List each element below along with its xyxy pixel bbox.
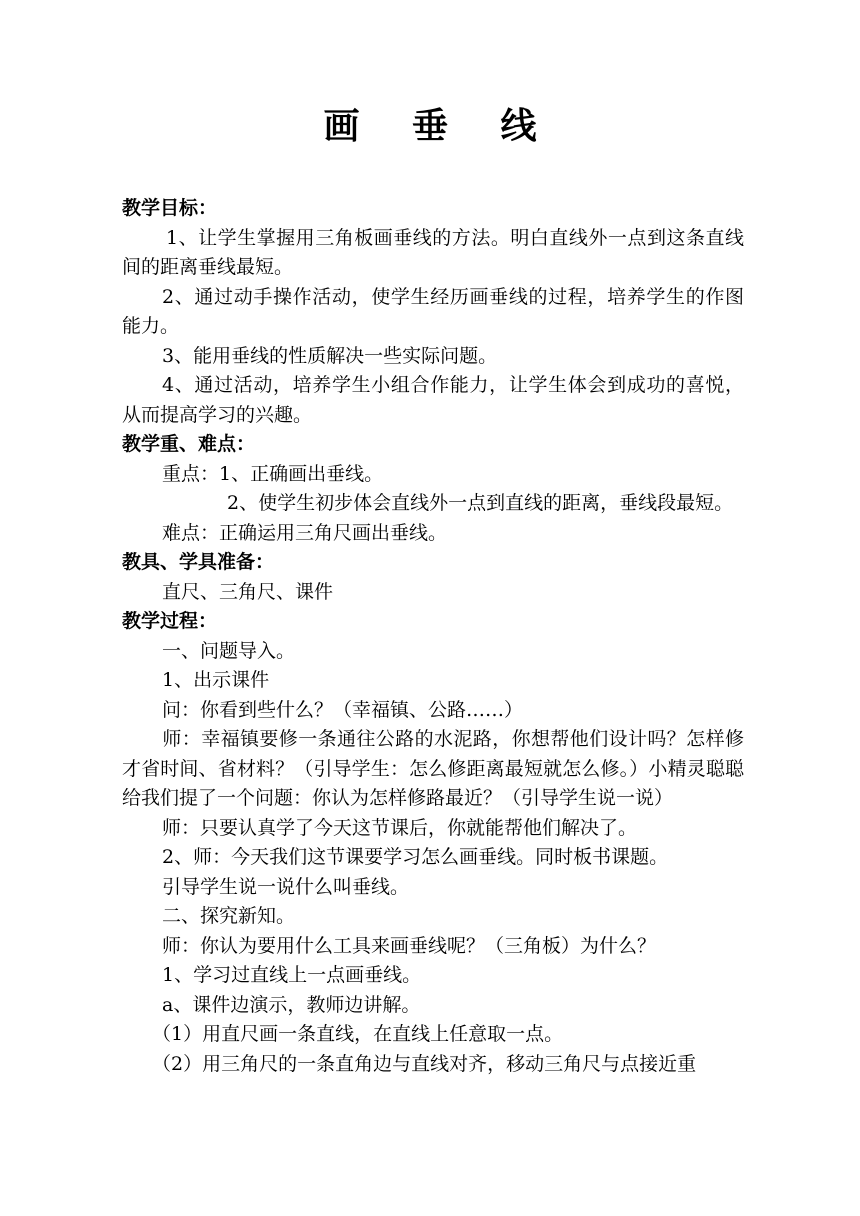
process-line-3: 问：你看到些什么？（幸福镇、公路……）: [162, 698, 524, 721]
objective-item-3: 3、能用垂线的性质解决一些实际问题。: [162, 344, 498, 367]
process-line-6: 2、师：今天我们这节课要学习怎么画垂线。同时板书课题。: [162, 846, 669, 868]
process-line-1: 一、问题导入。: [162, 639, 296, 662]
process-line-12: （1）用直尺画一条直线，在直线上任意取一点。: [152, 1023, 564, 1045]
process-line-8: 二、探究新知。: [162, 905, 296, 927]
process-line-4: 师：幸福镇要修一条通往公路的水泥路，你想帮他们设计吗？怎样修才省时间、省材料？（引导学生：怎么修距离最短就怎么修。）小精灵聪聪给我们提了一个问题：你认为怎样修路最近？（引导学生说一说）: [122, 728, 744, 809]
key-point-focus-2: 2、使学生初步体会直线外一点到直线的距离，垂线段最短。: [227, 492, 734, 514]
process-line-7: 引导学生说一说什么叫垂线。: [162, 875, 410, 898]
tools-heading: 教具、学具准备：: [122, 551, 275, 573]
process-line-9: 师：你认为要用什么工具来画垂线呢？（三角板）为什么？: [162, 934, 657, 957]
objectives-heading: 教学目标：: [122, 197, 218, 219]
process-heading: 教学过程：: [122, 610, 218, 632]
objective-item-1: 1、让学生掌握用三角板画垂线的方法。明白直线外一点到这条直线间的距离垂线最短。: [122, 226, 744, 278]
process-line-10: 1、学习过直线上一点画垂线。: [162, 964, 422, 986]
tools-list: 直尺、三角尺、课件: [162, 580, 334, 603]
objective-item-4: 4、通过活动，培养学生小组合作能力，让学生体会到成功的喜悦，从而提高学习的兴趣。: [122, 374, 744, 426]
process-line-2: 1、出示课件: [162, 669, 270, 691]
objective-item-2: 2、通过动手操作活动，使学生经历画垂线的过程，培养学生的作图能力。: [122, 285, 744, 337]
process-line-5: 师：只要认真学了今天这节课后，你就能帮他们解决了。: [162, 816, 638, 839]
process-line-11: a、课件边演示，教师边讲解。: [162, 993, 421, 1016]
process-line-13: （2）用三角尺的一条直角边与直线对齐，移动三角尺与点接近重: [152, 1052, 697, 1075]
key-points-heading: 教学重、难点：: [122, 433, 256, 455]
page-title: 画 垂 线: [323, 105, 557, 147]
document-body: [122, 194, 744, 1079]
key-point-difficulty: 难点：正确运用三角尺画出垂线。: [162, 521, 448, 544]
key-point-focus-1: 重点：1、正确画出垂线。: [162, 462, 384, 485]
